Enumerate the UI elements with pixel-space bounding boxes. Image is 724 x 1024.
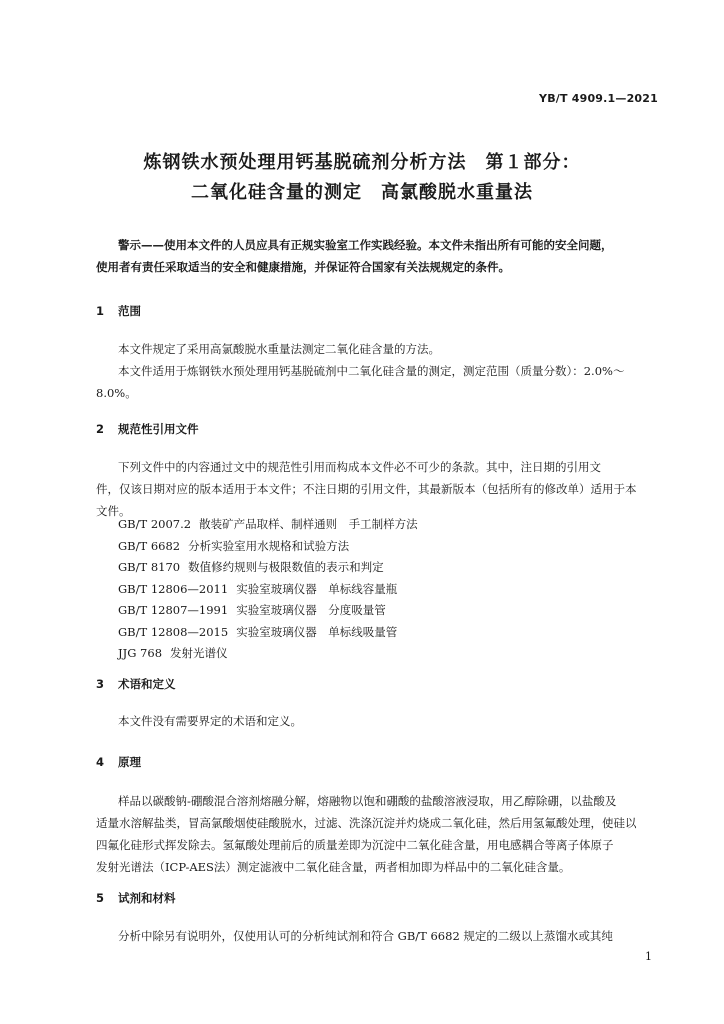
reference-item bbox=[118, 536, 418, 558]
section-1-paragraph-2-line-1: 本文件适用于炼钢铁水预处理用钙基脱硫剂中二氧化硅含量的测定，测定范围（质量分数）：2.0%～ bbox=[118, 364, 625, 378]
section-3-paragraph: 本文件没有需要界定的术语和定义。 bbox=[118, 714, 302, 728]
reference-item bbox=[118, 557, 418, 579]
section-1-heading bbox=[96, 303, 141, 319]
section-2-heading bbox=[96, 421, 199, 437]
document-title bbox=[60, 148, 664, 208]
section-3-title: 术语和定义 bbox=[118, 677, 176, 691]
normative-references-list bbox=[118, 514, 418, 665]
reference-item bbox=[118, 514, 418, 536]
title-line-1: 炼钢铁水预处理用钙基脱硫剂分析方法 第１部分： bbox=[143, 152, 581, 173]
reference-code: GB/T 12807—1991 bbox=[118, 603, 229, 617]
warning-line-1: 警示——使用本文件的人员应具有正规实验室工作实践经验。本文件未指出所有可能的安全问题， bbox=[118, 238, 613, 252]
section-4-line-4: 发射光谱法（ICP-AES法）测定滤液中二氧化硅含量，两者相加即为样品中的二氧化硅含量。 bbox=[96, 860, 571, 874]
reference-title: 实验室玻璃仪器 单标线容量瓶 bbox=[236, 581, 398, 596]
section-4-title: 原理 bbox=[118, 755, 142, 769]
title-line-2: 二氧化硅含量的测定 高氯酸脱水重量法 bbox=[191, 182, 533, 203]
reference-code: JJG 768 bbox=[118, 646, 163, 660]
section-3-heading bbox=[96, 676, 176, 692]
reference-title: 发射光谱仪 bbox=[170, 646, 228, 660]
reference-title: 实验室玻璃仪器 单标线吸量管 bbox=[236, 624, 398, 639]
reference-item bbox=[118, 622, 418, 644]
reference-title: 实验室玻璃仪器 分度吸量管 bbox=[236, 603, 386, 617]
reference-item bbox=[118, 579, 418, 601]
section-2-paragraph-line-3: 文件。 bbox=[96, 504, 131, 518]
reference-code: GB/T 8170 bbox=[118, 560, 181, 574]
section-2-paragraph-line-1: 下列文件中的内容通过文中的规范性引用而构成本文件必不可少的条款。其中，注日期的引用文 bbox=[118, 460, 601, 474]
warning-notice bbox=[96, 234, 658, 278]
standard-code: YB/T 4909.1—2021 bbox=[539, 92, 658, 105]
reference-code: GB/T 12808—2015 bbox=[118, 624, 229, 639]
section-4-heading bbox=[96, 754, 141, 770]
section-4-body bbox=[96, 790, 660, 878]
section-1-paragraph-2-line-2: 8.0%。 bbox=[96, 386, 137, 400]
section-5-body bbox=[96, 925, 660, 947]
section-5-number: 5 bbox=[96, 891, 105, 905]
reference-item bbox=[118, 600, 418, 622]
reference-code: GB/T 6682 bbox=[118, 538, 181, 553]
section-4-line-2: 适量水溶解盐类，冒高氯酸烟使硅酸脱水，过滤、洗涤沉淀并灼烧成二氧化硅，然后用氢氟酸处理，使硅以 bbox=[96, 816, 637, 830]
section-4-number: 4 bbox=[96, 755, 105, 769]
section-1-paragraph-1: 本文件规定了采用高氯酸脱水重量法测定二氧化硅含量的方法。 bbox=[118, 342, 440, 356]
reference-code: GB/T 12806—2011 bbox=[118, 581, 229, 596]
section-5-heading bbox=[96, 890, 176, 906]
section-2-body bbox=[96, 456, 660, 522]
page-number: 1 bbox=[645, 950, 652, 963]
section-1-number: 1 bbox=[96, 304, 105, 318]
section-3-number: 3 bbox=[96, 677, 105, 691]
section-2-paragraph-line-2: 件，仅该日期对应的版本适用于本文件；不注日期的引用文件，其最新版本（包括所有的修改单）适用于本 bbox=[96, 482, 637, 496]
reference-title: 散装矿产品取样、制样通则 手工制样方法 bbox=[199, 517, 418, 531]
section-2-title: 规范性引用文件 bbox=[118, 422, 199, 436]
reference-title: 数值修约规则与极限数值的表示和判定 bbox=[188, 560, 384, 574]
warning-line-2: 使用者有责任采取适当的安全和健康措施，并保证符合国家有关法规规定的条件。 bbox=[96, 260, 510, 274]
section-2-number: 2 bbox=[96, 422, 105, 436]
reference-code: GB/T 2007.2 bbox=[118, 517, 192, 531]
section-5-line-1: 分析中除另有说明外，仅使用认可的分析纯试剂和符合 GB/T 6682 规定的二级以上蒸馏水或其纯 bbox=[118, 929, 613, 943]
section-4-line-1: 样品以碳酸钠-硼酸混合溶剂熔融分解，熔融物以饱和硼酸的盐酸溶液浸取，用乙醇除硼，以盐酸及 bbox=[118, 794, 617, 808]
section-5-title: 试剂和材料 bbox=[118, 891, 176, 905]
section-1-body bbox=[96, 338, 660, 404]
reference-item bbox=[118, 643, 418, 665]
section-3-body bbox=[96, 710, 660, 732]
section-1-title: 范围 bbox=[118, 304, 142, 318]
reference-title: 分析实验室用水规格和试验方法 bbox=[188, 538, 350, 553]
section-4-line-3: 四氟化硅形式挥发除去。氢氟酸处理前后的质量差即为沉淀中二氧化硅含量，用电感耦合等离子体原子 bbox=[96, 838, 614, 852]
